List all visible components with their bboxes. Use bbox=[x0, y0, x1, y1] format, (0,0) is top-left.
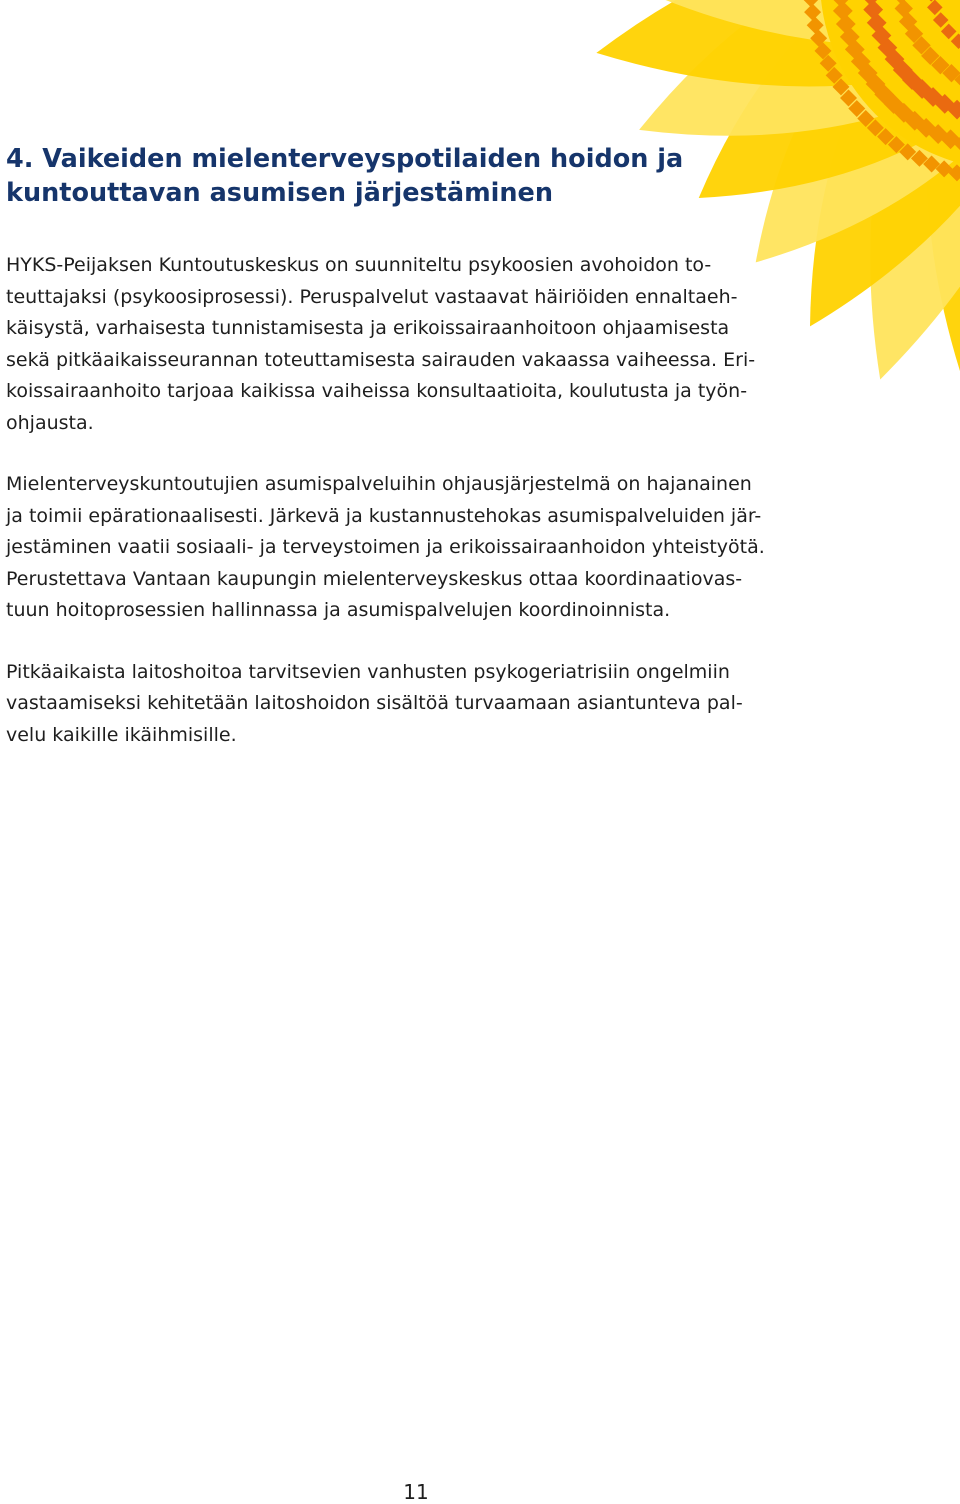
seed-diamond bbox=[867, 119, 884, 136]
seed-diamond bbox=[893, 60, 913, 80]
seed-diamond bbox=[895, 0, 913, 18]
text-line: käisystä, varhaisesta tunnistamisesta ja erikoissairaanhoitoon ohjaamisesta bbox=[6, 317, 730, 339]
text-line: tuun hoitoprosessien hallinnassa ja asumispalvelujen koordinoinnista. bbox=[6, 599, 671, 621]
heading-line: 4. Vaikeiden mielenterveyspotilaiden hoidon ja bbox=[6, 144, 684, 174]
seed-diamond bbox=[831, 0, 851, 7]
text-line: velu kaikille ikäihmisille. bbox=[6, 723, 237, 746]
seed-diamond bbox=[826, 67, 843, 84]
seed-diamond bbox=[877, 128, 894, 145]
seed-diamond bbox=[931, 56, 949, 74]
text-line: ja toimii epärationaalisesti. Järkevä ja kustannustehokas asumispalveluiden jär- bbox=[6, 504, 762, 527]
seed-diamond bbox=[858, 63, 878, 83]
seed-diamond bbox=[861, 0, 881, 6]
seed-diamond bbox=[947, 100, 960, 120]
seed-diamond bbox=[923, 87, 943, 107]
text-line: sekä pitkäaikaisseurannan toteuttamisesta sairauden vakaassa vaiheessa. Eri- bbox=[6, 348, 756, 371]
seed-diamond bbox=[916, 118, 936, 138]
text-line: HYKS-Peijaksen Kuntoutuskeskus on suunniteltu psykoosien avohoidon to- bbox=[6, 254, 712, 276]
seed-diamond bbox=[941, 129, 960, 149]
seed-diamond bbox=[933, 12, 949, 28]
petal-shape bbox=[870, 99, 960, 380]
seed-diamond bbox=[954, 71, 960, 89]
seed-diamond bbox=[878, 38, 898, 58]
text-line: Perustettava Vantaan kaupungin mielenterveyskeskus ottaa koordinaatiovas- bbox=[6, 567, 743, 590]
section-heading bbox=[6, 142, 830, 210]
seed-diamond bbox=[921, 47, 939, 65]
seed-diamond bbox=[951, 34, 960, 50]
seed-diamond bbox=[892, 0, 910, 4]
sunflower-disc bbox=[820, 0, 960, 170]
seed-diamond bbox=[874, 84, 894, 104]
paragraph-kuntoutuskeskus bbox=[6, 250, 830, 439]
seed-diamond bbox=[885, 49, 905, 69]
seed-diamond bbox=[867, 13, 887, 33]
seed-diamond bbox=[948, 164, 960, 181]
seed-diamond bbox=[804, 4, 821, 21]
seed-diamond bbox=[941, 24, 957, 40]
seed-diamond bbox=[863, 0, 883, 20]
seed-diamond bbox=[905, 25, 923, 43]
text-line: teuttajaksi (psykoosiprosessi). Peruspalvelut vastaavat häiriöiden ennaltaeh- bbox=[6, 285, 738, 308]
seed-diamond bbox=[866, 74, 886, 94]
heading-line: kuntouttavan asumisen järjestäminen bbox=[6, 178, 553, 208]
seed-diamond bbox=[802, 0, 819, 7]
petal-shape bbox=[810, 70, 960, 327]
paragraph-laitoshoito bbox=[6, 657, 830, 752]
seed-diamond bbox=[888, 136, 905, 153]
seed-diamond bbox=[905, 111, 925, 131]
seed-diamond bbox=[884, 94, 904, 114]
seed-diamond bbox=[935, 94, 955, 114]
seed-diamond bbox=[845, 39, 865, 59]
seed-diamond bbox=[820, 55, 837, 72]
seed-diamond bbox=[815, 42, 832, 59]
seed-diamond bbox=[912, 36, 930, 54]
seed-diamond bbox=[936, 160, 953, 177]
seed-diamond bbox=[857, 110, 874, 127]
petal-shape bbox=[590, 0, 862, 45]
seed-diamond bbox=[851, 52, 871, 72]
paragraph-asumispalvelut bbox=[6, 469, 830, 627]
seed-diamond bbox=[840, 27, 860, 47]
page-number: 11 bbox=[403, 1480, 429, 1504]
text-line: vastaamiseksi kehitetään laitoshoidon sisältöä turvaamaan asiantunteva pal- bbox=[6, 692, 743, 714]
seed-diamond bbox=[810, 30, 827, 47]
seed-diamond bbox=[902, 70, 922, 90]
page-content bbox=[6, 142, 830, 751]
seed-diamond bbox=[872, 26, 892, 46]
text-line: Pitkäaikaista laitoshoitoa tarvitsevien vanhusten psykogeriatrisiin ongelmiin bbox=[6, 660, 730, 683]
text-line: koissairaanhoito tarjoaa kaikissa vaiheissa konsultaatioita, koulutusta ja työn- bbox=[6, 380, 748, 402]
petal-shape bbox=[926, 123, 960, 408]
seed-diamond bbox=[927, 0, 943, 15]
seed-diamond bbox=[836, 14, 856, 34]
text-line: Mielenterveyskuntoutujien asumispalveluihin ohjausjärjestelmä on hajanainen bbox=[6, 473, 752, 495]
seed-diamond bbox=[912, 79, 932, 99]
text-line: ohjausta. bbox=[6, 411, 94, 434]
seed-diamond bbox=[923, 156, 940, 173]
seed-diamond bbox=[832, 78, 849, 95]
seed-diamond bbox=[848, 100, 865, 117]
text-line: jestäminen vaatii sosiaali- ja terveystoimen ja erikoissairaanhoidon yhteistyötä. bbox=[6, 536, 765, 558]
seed-diamond bbox=[807, 17, 824, 34]
seed-diamond bbox=[899, 12, 917, 30]
seed-diamond bbox=[942, 64, 960, 82]
seed-diamond bbox=[840, 90, 857, 107]
seed-diamond bbox=[894, 103, 914, 123]
seed-diamond bbox=[928, 124, 948, 144]
seed-diamond bbox=[899, 143, 916, 160]
petal-shape bbox=[596, 0, 875, 86]
seed-diamond bbox=[911, 150, 928, 167]
seed-diamond bbox=[833, 1, 853, 21]
petal-shape bbox=[639, 0, 901, 136]
seed-diamond bbox=[954, 134, 960, 154]
seed-diamond bbox=[923, 0, 939, 2]
